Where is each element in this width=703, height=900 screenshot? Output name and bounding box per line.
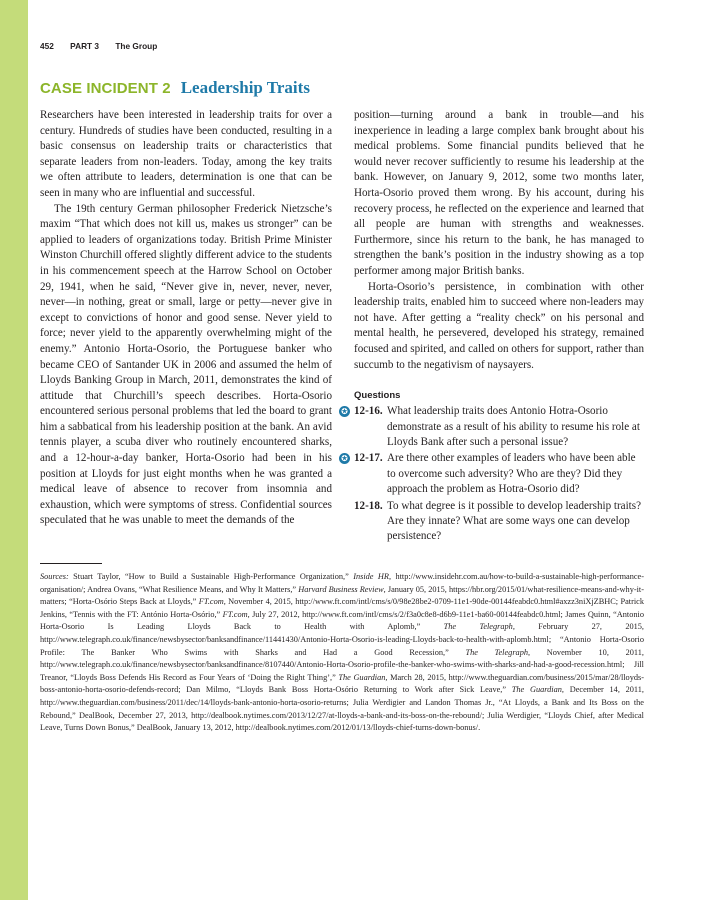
question-item [341,404,644,450]
question-item [341,451,644,497]
source-publication: The Telegraph [443,622,513,632]
question-text: Are there other examples of leaders who have been able to overcome such adversity? Who are they? Did they approach the problem as Hotra-Osorio did? [387,452,636,496]
margin-color-bar [0,0,28,900]
source-publication: FT.com [198,597,224,607]
source-text: , July 27, 2012, http://www.ft.com/intl/cms/s/2/f3a0c8e8-d6b9-11e1-ba60-00144feabdc0.html; James Quinn, “Antonio Horta-Osorio Is Leading Lloyds Back to Health with Aplomb,” [40,609,644,632]
case-label: CASE INCIDENT 2 [40,80,171,97]
question-text: What leadership traits does Antonio Hotra-Osorio demonstrate as a result of his ability to resume his role at Lloyds Bank after such a personal issue? [387,405,640,448]
paragraph-2-start: The 19th century German philosopher Frederick Nietzsche’s maxim “That which does not kill us, makes us stronger” can be applied to leaders of organizations today. British Prime Minister Winston Churchill offered slightly different advice to the students in his commencement speech at the Harrow School on October 29, 1941, when he said, “Never give in, never, never, never, never—in nothing, great or small, large or petty—never give in except to convictions of honor and good sense. Never yield to force; never yield to the apparently overwhelming might of the enemy.” Antonio Horta-Osorio, the Portuguese banker who became CEO of Santander UK in 2006 and assumed the helm of Lloyds Banking Group in March, 2011, demonstrates the kind of attitude that Churchill’s speech describes. Horta-Osorio encountered serious personal problems that led the board to grant him a sabbatical from his leadership position at the bank. An avid tennis player, a scuba diver who routinely encountered sharks, and a 12-hour-a-day banker, Horta-Osorio had been in his position at Lloyds for just eight months when he was granted a medical leave of absence to recover from insomnia and exhaustion, which were symptoms of stress. Confidential sources speculated that he was unable to meet the demands of the [40,202,332,527]
questions-list [341,404,644,545]
left-column [40,108,332,529]
mymanagementlab-star-icon[interactable]: ✪ [339,406,350,417]
source-publication: FT.com [222,609,248,619]
paragraph-3: Horta-Osorio’s persistence, in combination with other leadership traits, enabled him to succeed where non-leaders may not have. After getting a “reality check” on his personal and mental health, he persevered, developed his strategy, remained focused and spirited, and called on others for support, rather than succumb to the negativism of naysayers. [354,280,644,371]
source-text: , March 28, 2015, http://www.theguardian.com/business/2015/mar/28/lloyds-boss-antonio-horta-osorio-defends-record; Dan Milmo, “Lloyds Bank Boss Horta-Osório Returning to Work after Sick Leave,” [40,672,644,695]
source-text: , November 4, 2015, http://www.ft.com/intl/cms/s/0/98e28be2-0709-11e1-90de-00144feabdc0.html#axzz3niXjZBHC; Patrick Jenkins, “Tennis with the FT: António Horta-Osório,” [40,597,644,619]
mymanagementlab-star-icon[interactable]: ✪ [339,453,350,464]
question-text: To what degree is it possible to develop leadership traits? Are they innate? What are some ways one can develop persistence? [387,499,642,543]
paragraph-2-end: position—turning around a bank in trouble—and his inexperience in leading a large complex bank brought about his medical problems. Some financial pundits believed that he would never recover sufficiently to resume his leadership at the bank. However, on January 9, 2012, some two months later, Horta-Osorio proved them wrong. By his account, during his recovery process, he reflected on the experience and learned that all people are human with strengths and weaknesses. Furthermore, since his return to the bank, he has managed to strengthen the bank’s position in the industry showing as a top performer among major British banks. [354,109,644,277]
question-number: 12-16. [354,405,383,418]
source-publication: Inside HR [353,572,389,581]
source-text: , January 05, 2015, https://hbr.org/2015/01/what-resilience-means-and-why-it-matters; “Horta-Osório Steps Back at Lloyds,” [40,584,644,607]
source-text: , November 10, 2011, http://www.telegraph.co.uk/finance/newsbysector/banksandfinance/8107440/Antonio-Horta-Osorio-profile-the-banker-who-swims-with-sharks-and-had-a-good-recession.html; Jill Treanor, “Lloyds Boss Defends His Record as Four Years of ‘Doing the Right Thing’,” [40,647,644,682]
footnote-rule [40,563,102,564]
section-label: The Group [115,41,158,51]
sources-footnote [40,571,644,735]
page-number: 452 [40,41,54,51]
case-name: Leadership Traits [180,78,310,97]
question-item [354,499,644,545]
source-publication: The Guardian [338,672,386,682]
question-number: 12-18. [354,499,383,512]
case-title [40,78,310,98]
source-publication: The Telegraph [465,647,528,657]
question-number: 12-17. [354,452,383,465]
paragraph-1: Researchers have been interested in leadership traits for over a century. Hundreds of studies have been conducted, resulting in a basic consensus on leadership traits or characteristics that separate leaders from non-leaders. Today, among the key traits we often attribute to leaders, determination is one that can be seen in many who are influential and successful. [40,109,332,199]
source-text: , http://www.insidehr.com.au/how-to-build-a-sustainable-high-performance-organisation/; Andrea Ovans, “What Resilience Means, and Why It Matters,” [40,572,644,594]
right-column [341,108,644,546]
source-publication: Harvard Business Review [298,584,384,594]
running-header [40,41,171,51]
source-text: , February 27, 2015, http://www.telegraph.co.uk/finance/newsbysector/banksandfinance/11441430/Antonio-Horta-Osorio-is-leading-Lloyds-back-to-health-with-aplomb.html; “Antonio Horta-Osorio Profile: The Banker Who Swims with Sharks and Had a Good Recession,” [40,622,644,657]
questions-heading: Questions [354,390,401,402]
source-text: Stuart Taylor, “How to Build a Sustainable High-Performance Organization,” [68,572,354,581]
part-label: PART 3 [70,41,100,51]
source-publication: The Guardian [511,685,562,695]
source-text: , December 14, 2011, http://www.theguardian.com/business/2011/dec/14/lloyds-bank-antonio-horta-osorio-returns; Julia Werdigier and Landon Thomas Jr., “At Lloyds, a Bank and Its Boss on the Rebound,” DealBook, December 27, 2013, http://dealbook.nytimes.com/2013/12/27/at-lloyds-a-bank-and-its-boss-on-the-rebound/; Julia Werdigier, “Lloyds Chief, after Medical Leave, Turns Down Bonus,” DealBook, January 13, 2012, http://dealbook.nytimes.com/2012/01/13/lloyds-chief-turns-down-bonus/. [40,685,644,733]
sources-label: Sources: [40,572,69,581]
